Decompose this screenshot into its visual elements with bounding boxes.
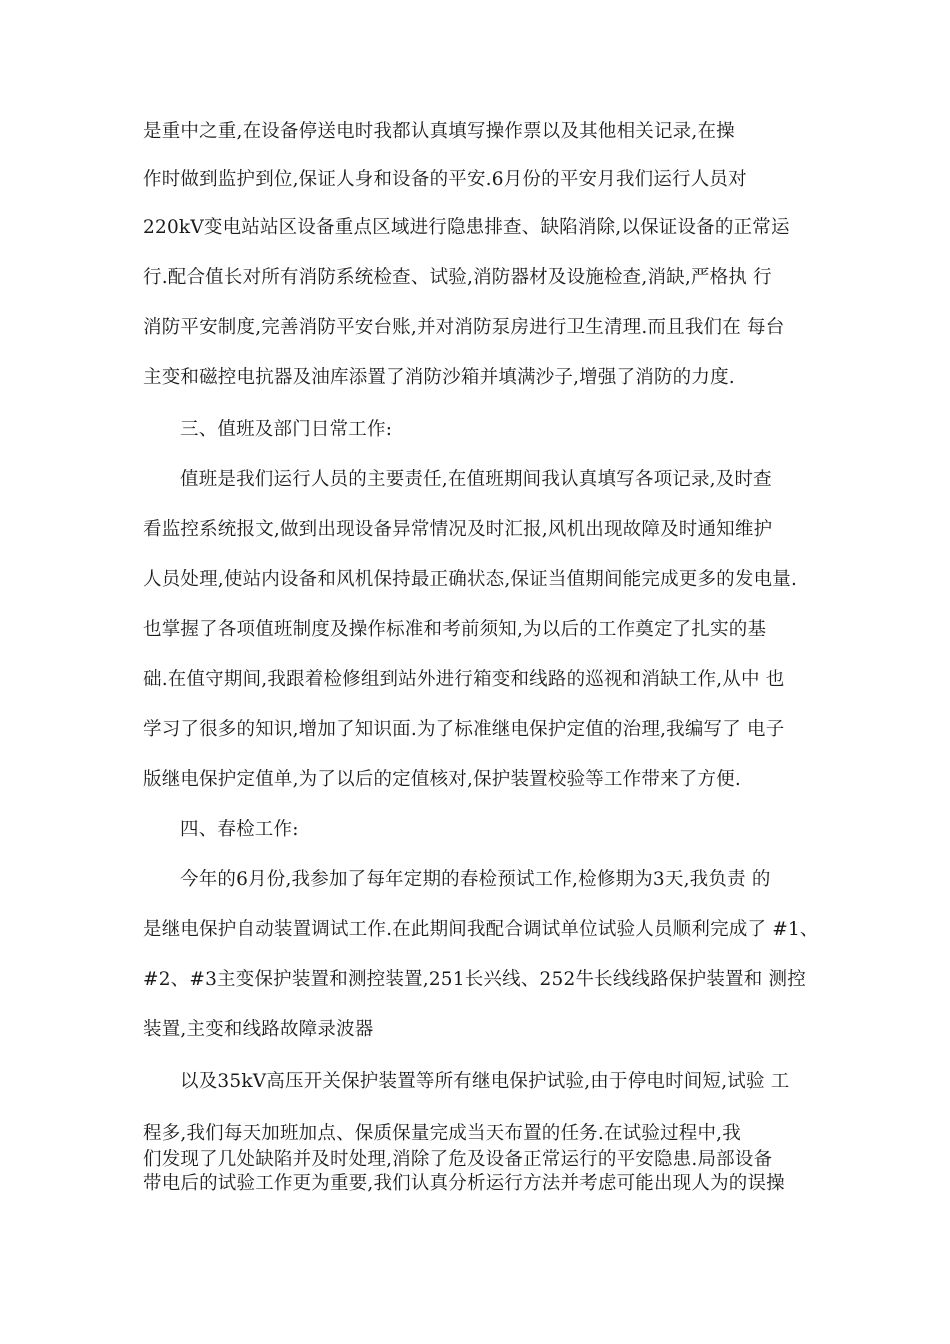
text-line: 也掌握了各项值班制度及操作标准和考前须知,为以后的工作奠定了扎实的基 — [143, 619, 767, 640]
text-line: 版继电保护定值单,为了以后的定值核对,保护装置校验等工作带来了方便. — [143, 769, 741, 790]
text-line: 作时做到监护到位,保证人身和设备的平安.6月份的平安月我们运行人员对 — [143, 169, 747, 190]
text-line: 看监控系统报文,做到出现设备异常情况及时汇报,风机出现故障及时通知维护 — [143, 519, 773, 540]
text-line: 值班是我们运行人员的主要责任,在值班期间我认真填写各项记录,及时查 — [180, 469, 772, 490]
text-line: 220kV变电站站区设备重点区域进行隐患排查、缺陷消除,以保证设备的正常运 — [143, 217, 790, 238]
text-line: 带电后的试验工作更为重要,我们认真分析运行方法并考虑可能出现人为的误操 — [143, 1173, 785, 1194]
text-line: 是重中之重,在设备停送电时我都认真填写操作票以及其他相关记录,在操 — [143, 121, 735, 142]
text-line: 装置,主变和线路故障录波器 — [143, 1019, 374, 1040]
text-line: 础.在值守期间,我跟着检修组到站外进行箱变和线路的巡视和消缺工作,从中 也 — [143, 669, 785, 690]
text-line: 们发现了几处缺陷并及时处理,消除了危及设备正常运行的平安隐患.局部设备 — [143, 1149, 773, 1170]
text-line: 行.配合值长对所有消防系统检查、试验,消防器材及设施检查,消缺,严格执 行 — [143, 267, 772, 288]
text-line: 今年的6月份,我参加了每年定期的春检预试工作,检修期为3天,我负责 的 — [180, 869, 771, 890]
text-line: 消防平安制度,完善消防平安台账,并对消防泵房进行卫生清理.而且我们在 每台 — [143, 317, 785, 338]
section-heading: 四、春检工作: — [180, 819, 299, 840]
text-line: 人员处理,使站内设备和风机保持最正确状态,保证当值期间能完成更多的发电量. — [143, 569, 798, 590]
text-line: 以及35kV高压开关保护装置等所有继电保护试验,由于停电时间短,试验 工 — [180, 1071, 790, 1092]
text-line: #2、#3主变保护装置和测控装置,251长兴线、252牛长线线路保护装置和 测控 — [143, 969, 806, 990]
section-heading: 三、值班及部门日常工作: — [180, 419, 393, 440]
text-line: 主变和磁控电抗器及油库添置了消防沙箱并填满沙子,增强了消防的力度. — [143, 367, 735, 388]
text-line: 学习了很多的知识,增加了知识面.为了标准继电保护定值的治理,我编写了 电子 — [143, 719, 785, 740]
text-line: 程多,我们每天加班加点、保质保量完成当天布置的任务.在试验过程中,我 — [143, 1123, 741, 1144]
text-line: 是继电保护自动装置调试工作.在此期间我配合调试单位试验人员顺利完成了 #1、 — [143, 919, 819, 940]
